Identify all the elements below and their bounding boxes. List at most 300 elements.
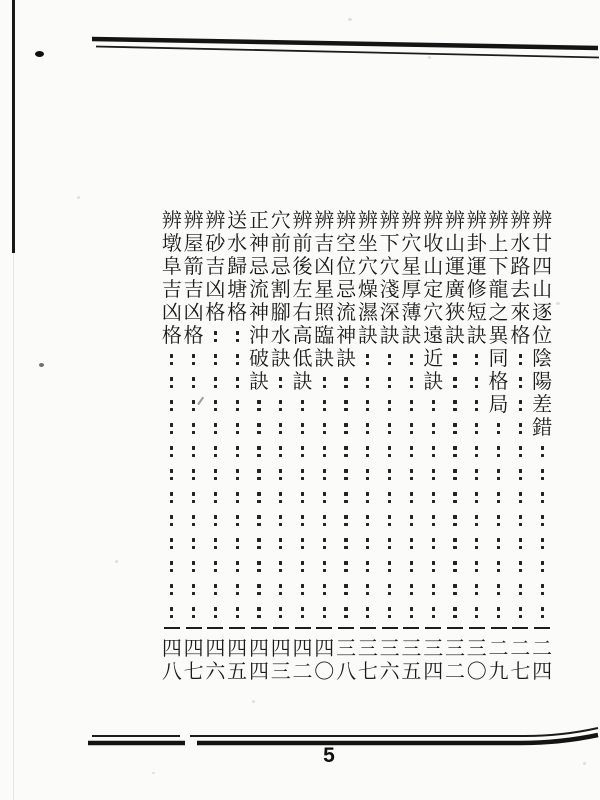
leader-dots bbox=[497, 578, 500, 601]
leader-dots bbox=[257, 417, 260, 440]
toc-title-char: 去 bbox=[510, 279, 531, 301]
toc-title-char: 陽 bbox=[532, 371, 553, 393]
leader-dash bbox=[512, 627, 528, 629]
leader-dots bbox=[236, 578, 239, 601]
leader-dots bbox=[236, 486, 239, 509]
toc-title-char: 深 bbox=[379, 302, 400, 324]
toc-entry-title bbox=[467, 210, 487, 624]
leader-dots bbox=[257, 440, 260, 463]
leader-dots bbox=[257, 394, 260, 417]
leader-dots bbox=[453, 486, 456, 509]
leader-dots bbox=[170, 555, 173, 578]
leader-dots bbox=[301, 440, 304, 463]
leader-dots bbox=[366, 555, 369, 578]
leader-dots bbox=[192, 417, 195, 440]
toc-title-char: 辨 bbox=[205, 210, 226, 232]
toc-page-char: 〇 bbox=[314, 661, 335, 684]
leader-dots bbox=[519, 532, 522, 555]
leader-dots bbox=[344, 555, 347, 578]
toc-entry-title bbox=[489, 210, 509, 624]
leader-dots bbox=[388, 463, 391, 486]
toc-entry bbox=[466, 210, 488, 684]
toc-title-char: 狹 bbox=[444, 302, 465, 324]
toc-title-char: 厚 bbox=[401, 279, 422, 301]
leader-dots bbox=[410, 463, 413, 486]
leader-dots bbox=[214, 348, 217, 371]
leader-dash bbox=[186, 627, 202, 629]
leader-dots bbox=[453, 578, 456, 601]
leader-dots bbox=[236, 325, 239, 348]
leader-dash bbox=[207, 627, 223, 629]
toc-title-char: 臨 bbox=[314, 325, 335, 347]
toc-title-char: 訣 bbox=[248, 371, 269, 393]
leader-dots bbox=[453, 417, 456, 440]
leader-dots bbox=[214, 486, 217, 509]
toc-page-char: 四 bbox=[314, 638, 335, 661]
toc-title-char: 腳 bbox=[270, 302, 291, 324]
toc-entry-page bbox=[271, 638, 291, 684]
toc-title-char: 訣 bbox=[466, 325, 487, 347]
leader-dots bbox=[366, 417, 369, 440]
leader-dots bbox=[541, 601, 544, 624]
toc-title-char: 前 bbox=[270, 233, 291, 255]
leader-dots bbox=[323, 532, 326, 555]
toc-title-char: 山 bbox=[423, 256, 444, 278]
toc-title-char: 送 bbox=[227, 210, 248, 232]
leader-dots bbox=[475, 486, 478, 509]
toc-title-char: 辨 bbox=[423, 210, 444, 232]
toc-title-char: 吉 bbox=[183, 279, 204, 301]
toc-entry-page bbox=[227, 638, 247, 684]
leader-dots bbox=[257, 532, 260, 555]
toc-title-char: 格 bbox=[205, 302, 226, 324]
leader-dots bbox=[301, 417, 304, 440]
toc-title-char: 箭 bbox=[183, 256, 204, 278]
leader-dots bbox=[541, 463, 544, 486]
leader-dots bbox=[475, 509, 478, 532]
scan-artifact bbox=[39, 363, 44, 367]
leader-dots bbox=[279, 463, 282, 486]
toc-title-char: 割 bbox=[270, 279, 291, 301]
toc-title-char: 廣 bbox=[444, 279, 465, 301]
toc-title-char: 運 bbox=[444, 256, 465, 278]
toc-title-char: 龍 bbox=[488, 279, 509, 301]
toc-page-char: 四 bbox=[183, 638, 204, 661]
leader-dots bbox=[236, 371, 239, 394]
toc-title-char: 水 bbox=[510, 233, 531, 255]
toc-title-char: 同 bbox=[488, 348, 509, 370]
leader-dots bbox=[192, 532, 195, 555]
leader-dots bbox=[192, 371, 195, 394]
toc-title-char: 屋 bbox=[183, 233, 204, 255]
leader-dots bbox=[366, 601, 369, 624]
leader-dots bbox=[475, 371, 478, 394]
toc-title-char: 凶 bbox=[205, 279, 226, 301]
leader-dots bbox=[497, 486, 500, 509]
scan-artifact bbox=[35, 51, 44, 57]
leader-dots bbox=[214, 417, 217, 440]
leader-dots bbox=[388, 440, 391, 463]
scan-artifact bbox=[152, 772, 155, 774]
toc-title-char: 來 bbox=[510, 302, 531, 324]
toc-entry-page bbox=[489, 638, 509, 684]
toc-title-char: 破 bbox=[248, 348, 269, 370]
leader-dots bbox=[453, 440, 456, 463]
scan-artifact bbox=[348, 18, 352, 21]
leader-dots bbox=[170, 394, 173, 417]
toc-entry-page bbox=[205, 638, 225, 684]
leader-dots bbox=[519, 440, 522, 463]
leader-dots bbox=[323, 486, 326, 509]
toc-entry-title bbox=[445, 210, 465, 624]
leader-dots bbox=[475, 440, 478, 463]
toc-title-char: 訣 bbox=[401, 325, 422, 347]
leader-dots bbox=[432, 509, 435, 532]
toc-page-char: 八 bbox=[161, 661, 182, 684]
leader-dots bbox=[257, 486, 260, 509]
leader-dots bbox=[236, 555, 239, 578]
leader-dash bbox=[491, 627, 507, 629]
toc-entry bbox=[161, 210, 183, 684]
leader-dash bbox=[295, 627, 311, 629]
leader-dots bbox=[541, 532, 544, 555]
leader-dots bbox=[366, 463, 369, 486]
toc-title-char: 辨 bbox=[357, 210, 378, 232]
leader-dots bbox=[388, 509, 391, 532]
leader-dots bbox=[541, 555, 544, 578]
leader-dots bbox=[192, 601, 195, 624]
toc-entry-title bbox=[205, 210, 225, 624]
leader-dots bbox=[453, 348, 456, 371]
toc-entry-title bbox=[249, 210, 269, 624]
toc-title-char: 左 bbox=[292, 279, 313, 301]
leader-dots bbox=[388, 486, 391, 509]
toc-page-char: 三 bbox=[444, 638, 465, 661]
toc-page-char: 二 bbox=[444, 661, 465, 684]
toc-title-char: 辨 bbox=[314, 210, 335, 232]
leader-dots bbox=[519, 578, 522, 601]
toc-title-char: 辨 bbox=[401, 210, 422, 232]
toc-title-char: 沖 bbox=[248, 325, 269, 347]
leader-dots bbox=[366, 440, 369, 463]
toc-title-char: 四 bbox=[532, 256, 553, 278]
leader-dots bbox=[410, 555, 413, 578]
toc-entry bbox=[292, 210, 314, 684]
toc-title-char: 短 bbox=[466, 302, 487, 324]
toc-title-char: 歸 bbox=[227, 256, 248, 278]
leader-dots bbox=[497, 417, 500, 440]
toc-page-char: 四 bbox=[532, 661, 553, 684]
toc-entry bbox=[422, 210, 444, 684]
toc-title-char: 山 bbox=[532, 279, 553, 301]
leader-dots bbox=[541, 509, 544, 532]
toc-page-char: 三 bbox=[357, 638, 378, 661]
toc-entry-page bbox=[532, 638, 552, 684]
toc-entry bbox=[270, 210, 292, 684]
toc-entry-title bbox=[227, 210, 247, 624]
leader-dots bbox=[519, 371, 522, 394]
toc-title-char: 收 bbox=[423, 233, 444, 255]
toc-entry-page bbox=[467, 638, 487, 684]
leader-dots bbox=[279, 417, 282, 440]
leader-dots bbox=[366, 486, 369, 509]
top-double-rule bbox=[0, 33, 600, 65]
leader-dots bbox=[410, 532, 413, 555]
leader-dots bbox=[344, 601, 347, 624]
toc-title-char: 格 bbox=[183, 325, 204, 347]
leader-dots bbox=[170, 440, 173, 463]
toc-title-char: 神 bbox=[248, 233, 269, 255]
leader-dots bbox=[279, 394, 282, 417]
toc-title-char: 辨 bbox=[292, 210, 313, 232]
toc-title-char: 辨 bbox=[379, 210, 400, 232]
leader-dots bbox=[236, 417, 239, 440]
leader-dots bbox=[279, 532, 282, 555]
toc-page-char: 三 bbox=[466, 638, 487, 661]
leader-dots bbox=[301, 486, 304, 509]
leader-dots bbox=[279, 509, 282, 532]
toc-title-char: 辨 bbox=[532, 210, 553, 232]
leader-dots bbox=[279, 578, 282, 601]
leader-dots bbox=[388, 601, 391, 624]
toc-entry-page bbox=[336, 638, 356, 684]
toc-title-char: 穴 bbox=[423, 302, 444, 324]
toc-title-char: 下 bbox=[379, 233, 400, 255]
leader-dots bbox=[519, 417, 522, 440]
leader-dots bbox=[475, 601, 478, 624]
leader-dots bbox=[497, 509, 500, 532]
leader-dots bbox=[192, 394, 195, 417]
toc-page-char: 三 bbox=[401, 638, 422, 661]
toc-title-char: 正 bbox=[248, 210, 269, 232]
toc-entry-title bbox=[510, 210, 530, 624]
leader-dots bbox=[323, 463, 326, 486]
leader-dots bbox=[366, 532, 369, 555]
scan-artifact bbox=[115, 560, 118, 563]
toc-page-char: 四 bbox=[205, 638, 226, 661]
toc-page-char: 五 bbox=[227, 661, 248, 684]
leader-dots bbox=[257, 463, 260, 486]
toc-entry-page bbox=[314, 638, 334, 684]
scan-artifact bbox=[252, 700, 255, 703]
leader-dots bbox=[301, 509, 304, 532]
scan-artifact bbox=[428, 56, 431, 59]
toc-title-char: 訣 bbox=[444, 325, 465, 347]
leader-dots bbox=[432, 486, 435, 509]
toc-page-char: 二 bbox=[510, 638, 531, 661]
leader-dash bbox=[382, 627, 398, 629]
leader-dots bbox=[214, 325, 217, 348]
leader-dots bbox=[301, 463, 304, 486]
leader-dots bbox=[366, 371, 369, 394]
toc-entry-title bbox=[532, 210, 552, 624]
toc-title-char: 訣 bbox=[314, 348, 335, 370]
leader-dots bbox=[541, 440, 544, 463]
toc-title-char: 水 bbox=[270, 325, 291, 347]
toc-title-char: 辨 bbox=[444, 210, 465, 232]
toc-title-char: 修 bbox=[466, 279, 487, 301]
toc-entry bbox=[357, 210, 379, 684]
toc-entry-title bbox=[314, 210, 334, 624]
leader-dots bbox=[519, 509, 522, 532]
leader-dash bbox=[360, 627, 376, 629]
toc-entry bbox=[313, 210, 335, 684]
toc-page-char: 四 bbox=[292, 638, 313, 661]
toc-title-char: 運 bbox=[466, 256, 487, 278]
toc-page-char: 四 bbox=[270, 638, 291, 661]
leader-dash bbox=[164, 627, 180, 629]
toc-page-char: 三 bbox=[379, 638, 400, 661]
leader-dots bbox=[453, 555, 456, 578]
toc-page-char: 七 bbox=[510, 661, 531, 684]
toc-title-char: 穴 bbox=[401, 233, 422, 255]
leader-dots bbox=[170, 486, 173, 509]
leader-dots bbox=[475, 394, 478, 417]
leader-dots bbox=[323, 440, 326, 463]
leader-dots bbox=[497, 463, 500, 486]
leader-dots bbox=[170, 417, 173, 440]
toc-entry-title bbox=[380, 210, 400, 624]
toc-title-char: 低 bbox=[292, 348, 313, 370]
leader-dots bbox=[432, 440, 435, 463]
toc-page-char: 四 bbox=[248, 638, 269, 661]
toc-title-char: 訣 bbox=[357, 325, 378, 347]
toc bbox=[161, 210, 553, 684]
toc-page-char: 四 bbox=[423, 661, 444, 684]
leader-dots bbox=[519, 486, 522, 509]
toc-page-char: 九 bbox=[488, 661, 509, 684]
toc-entry bbox=[205, 210, 227, 684]
leader-dots bbox=[388, 371, 391, 394]
leader-dots bbox=[214, 463, 217, 486]
toc-entry-page bbox=[423, 638, 443, 684]
leader-dots bbox=[519, 555, 522, 578]
leader-dots bbox=[410, 440, 413, 463]
leader-dots bbox=[453, 601, 456, 624]
leader-dots bbox=[475, 555, 478, 578]
leader-dots bbox=[410, 578, 413, 601]
leader-dots bbox=[257, 578, 260, 601]
leader-dots bbox=[453, 394, 456, 417]
leader-dots bbox=[279, 601, 282, 624]
toc-title-char: 格 bbox=[488, 371, 509, 393]
leader-dots bbox=[279, 440, 282, 463]
leader-dots bbox=[236, 601, 239, 624]
toc-page-char: 四 bbox=[161, 638, 182, 661]
leader-dots bbox=[453, 532, 456, 555]
toc-title-char: 上 bbox=[488, 233, 509, 255]
leader-dots bbox=[388, 578, 391, 601]
toc-title-char: 阜 bbox=[161, 256, 182, 278]
toc-title-char: 辨 bbox=[183, 210, 204, 232]
toc-entry bbox=[379, 210, 401, 684]
leader-dots bbox=[323, 371, 326, 394]
leader-dots bbox=[170, 509, 173, 532]
toc-title-char: 薄 bbox=[401, 302, 422, 324]
leader-dots bbox=[344, 509, 347, 532]
toc-title-char: 辨 bbox=[488, 210, 509, 232]
leader-dots bbox=[497, 601, 500, 624]
toc-title-char: 山 bbox=[444, 233, 465, 255]
leader-dots bbox=[301, 555, 304, 578]
toc-title-char: 訣 bbox=[270, 348, 291, 370]
toc-page-char: 六 bbox=[379, 661, 400, 684]
toc-title-char: 燥 bbox=[357, 279, 378, 301]
toc-title-char: 吉 bbox=[205, 256, 226, 278]
leader-dots bbox=[410, 486, 413, 509]
toc-title-char: 格 bbox=[227, 302, 248, 324]
leader-dots bbox=[214, 509, 217, 532]
bottom-double-rule bbox=[0, 722, 600, 758]
leader-dots bbox=[323, 578, 326, 601]
leader-dots bbox=[388, 394, 391, 417]
leader-dots bbox=[192, 509, 195, 532]
leader-dash bbox=[403, 627, 419, 629]
toc-title-char: 之 bbox=[488, 302, 509, 324]
toc-entry-title bbox=[401, 210, 421, 624]
leader-dots bbox=[192, 486, 195, 509]
toc-title-char: 忌 bbox=[270, 256, 291, 278]
leader-dash bbox=[273, 627, 289, 629]
toc-title-char: 訣 bbox=[379, 325, 400, 347]
toc-title-char: 右 bbox=[292, 302, 313, 324]
toc-entry bbox=[183, 210, 205, 684]
leader-dots bbox=[432, 394, 435, 417]
toc-title-char: 辨 bbox=[466, 210, 487, 232]
toc-title-char: 穴 bbox=[270, 210, 291, 232]
leader-dots bbox=[236, 348, 239, 371]
leader-dots bbox=[214, 601, 217, 624]
toc-title-char: 訣 bbox=[423, 371, 444, 393]
leader-dots bbox=[301, 532, 304, 555]
toc-title-char: 廿 bbox=[532, 233, 553, 255]
leader-dash bbox=[229, 627, 245, 629]
leader-dots bbox=[323, 555, 326, 578]
leader-dots bbox=[170, 601, 173, 624]
toc-entry-title bbox=[336, 210, 356, 624]
toc-entry-page bbox=[293, 638, 313, 684]
leader-dots bbox=[475, 578, 478, 601]
toc-entry bbox=[509, 210, 531, 684]
toc-title-char: 遠 bbox=[423, 325, 444, 347]
leader-dots bbox=[432, 417, 435, 440]
toc-entry-page bbox=[380, 638, 400, 684]
toc-page-char: 四 bbox=[248, 661, 269, 684]
leader-dots bbox=[388, 348, 391, 371]
toc-entry-title bbox=[271, 210, 291, 624]
leader-dash bbox=[338, 627, 354, 629]
leader-dots bbox=[323, 601, 326, 624]
toc-title-char: 忌 bbox=[336, 279, 357, 301]
toc-page-char: 八 bbox=[336, 661, 357, 684]
toc-title-char: 流 bbox=[336, 302, 357, 324]
leader-dots bbox=[301, 601, 304, 624]
toc-title-char: 星 bbox=[401, 256, 422, 278]
toc-title-char: 流 bbox=[248, 279, 269, 301]
scan-artifact bbox=[77, 196, 80, 199]
leader-dots bbox=[519, 348, 522, 371]
toc-title-char: 下 bbox=[488, 256, 509, 278]
toc-entry bbox=[248, 210, 270, 684]
leader-dash bbox=[469, 627, 485, 629]
toc-title-char: 穴 bbox=[357, 256, 378, 278]
toc-page-char: 四 bbox=[227, 638, 248, 661]
leader-dots bbox=[497, 555, 500, 578]
leader-dots bbox=[541, 486, 544, 509]
toc-title-char: 吉 bbox=[161, 279, 182, 301]
toc-entry-page bbox=[445, 638, 465, 684]
leader-dots bbox=[236, 394, 239, 417]
